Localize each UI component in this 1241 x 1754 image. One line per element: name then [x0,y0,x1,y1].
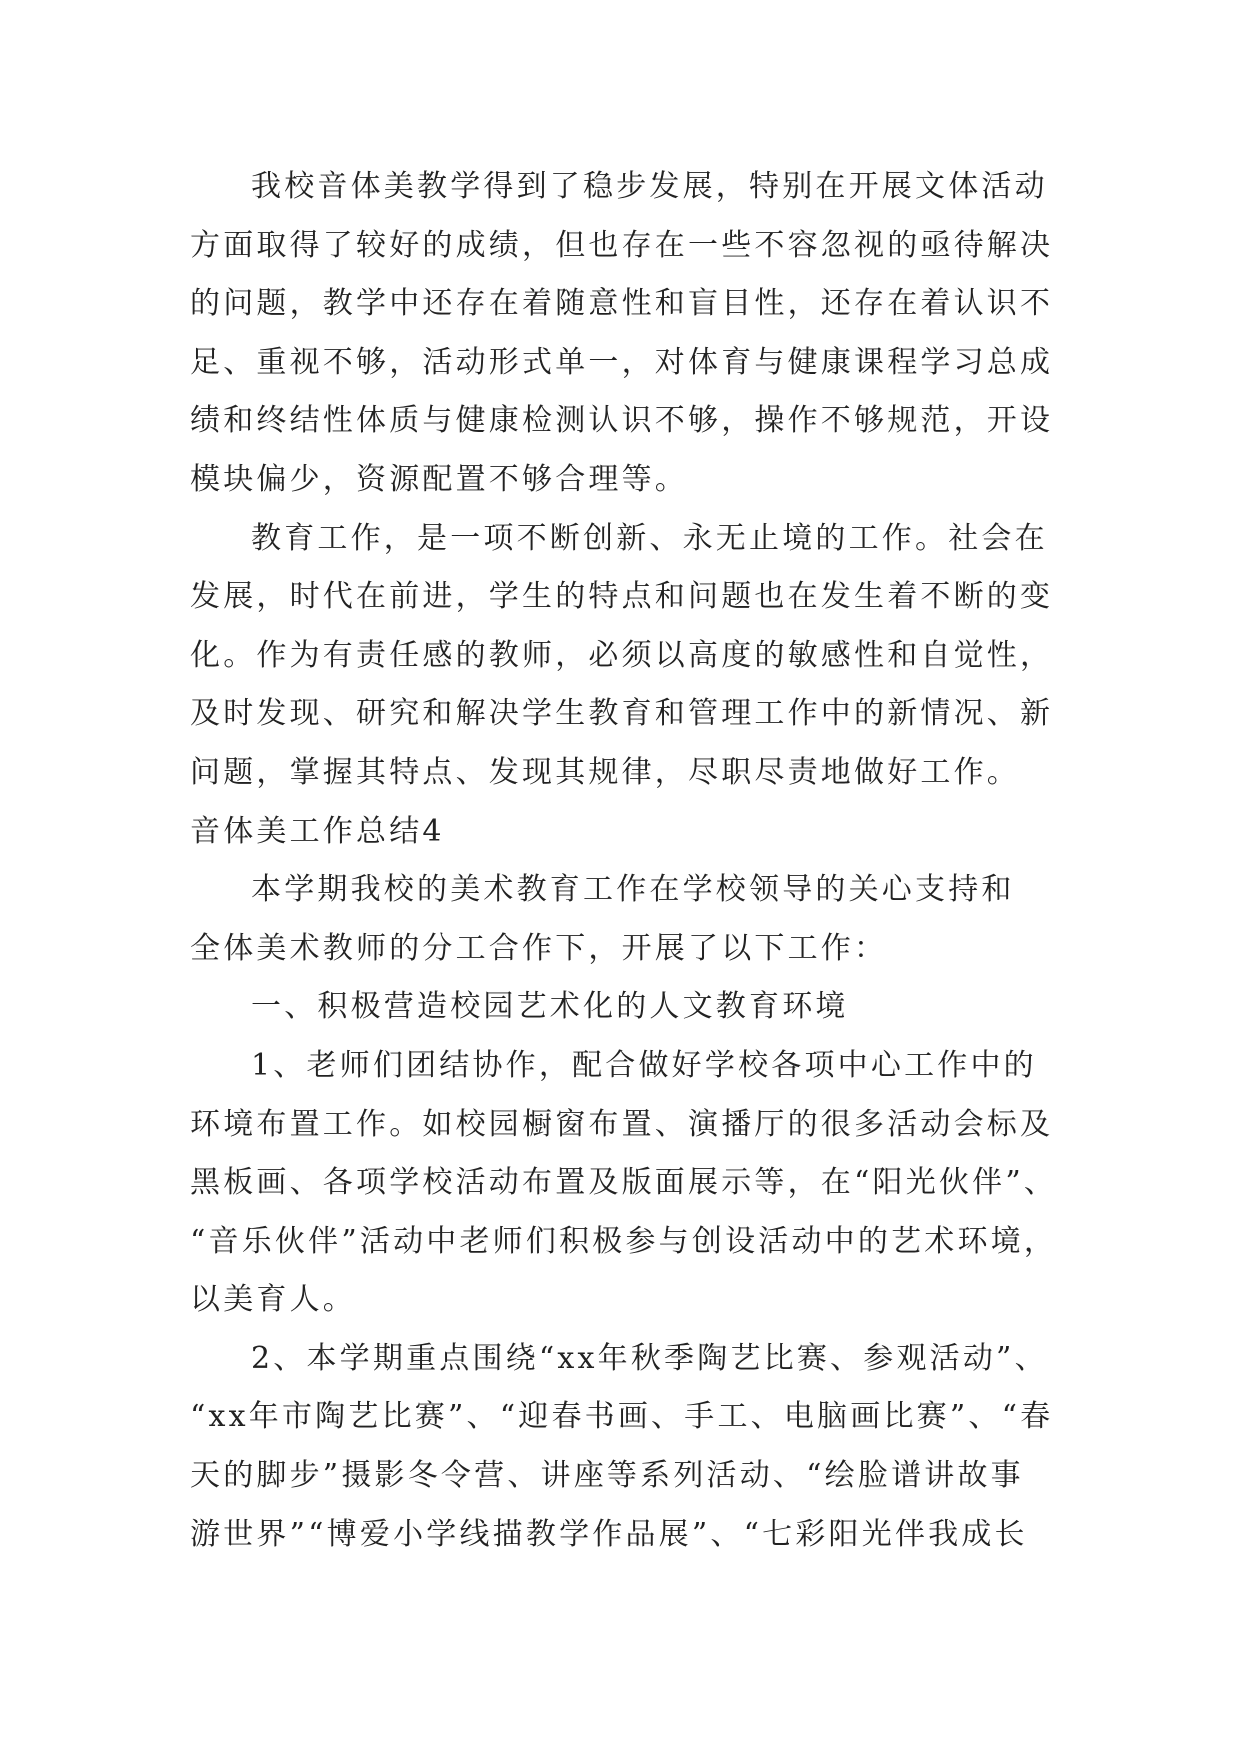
text-line: 及时发现、研究和解决学生教育和管理工作中的新情况、新 [190,696,1054,732]
text-line: 教育工作，是一项不断创新、永无止境的工作。社会在 [251,520,1048,556]
subheading: 一、积极营造校园艺术化的人文教育环境 [251,989,849,1025]
text-line: 2、本学期重点围绕“xx年秋季陶艺比赛、参观活动”、 [251,1340,1048,1376]
text-line: 的问题，教学中还存在着随意性和盲目性，还存在着认识不 [190,286,1054,322]
text-line: 环境布置工作。如校园橱窗布置、演播厅的很多活动会标及 [190,1106,1054,1142]
text-line: 方面取得了较好的成绩，但也存在一些不容忽视的亟待解决 [190,227,1054,263]
text-line: “音乐伙伴”活动中老师们积极参与创设活动中的艺术环境， [190,1223,1058,1259]
document-body [190,158,1070,1564]
text-line: 问题，掌握其特点、发现其规律，尽职尽责地做好工作。 [190,754,1020,790]
text-line: 游世界”“博爱小学线描教学作品展”、“七彩阳光伴我成长 [190,1516,1028,1552]
text-line: 天的脚步”摄影冬令营、讲座等系列活动、“绘脸谱讲故事 [190,1458,1024,1494]
section-heading: 音体美工作总结4 [190,813,445,849]
text-line: “xx年市陶艺比赛”、“迎春书画、手工、电脑画比赛”、“春 [190,1399,1054,1435]
text-line: 模块偏少，资源配置不够合理等。 [190,461,688,497]
text-line: 以美育人。 [190,1282,356,1318]
text-line: 足、重视不够，活动形式单一，对体育与健康课程学习总成 [190,344,1054,380]
text-line: 化。作为有责任感的教师，必须以高度的敏感性和自觉性， [190,637,1054,673]
text-line: 绩和终结性体质与健康检测认识不够，操作不够规范，开设 [190,403,1054,439]
text-line: 发展，时代在前进，学生的特点和问题也在发生着不断的变 [190,579,1054,615]
text-line: 本学期我校的美术教育工作在学校领导的关心支持和 [251,872,1015,908]
text-line: 我校音体美教学得到了稳步发展，特别在开展文体活动 [251,169,1048,204]
text-line: 黑板画、各项学校活动布置及版面展示等，在“阳光伙伴”、 [190,1165,1058,1201]
text-line: 全体美术教师的分工合作下，开展了以下工作： [190,930,888,966]
text-line: 1、老师们团结协作，配合做好学校各项中心工作中的 [251,1047,1037,1083]
